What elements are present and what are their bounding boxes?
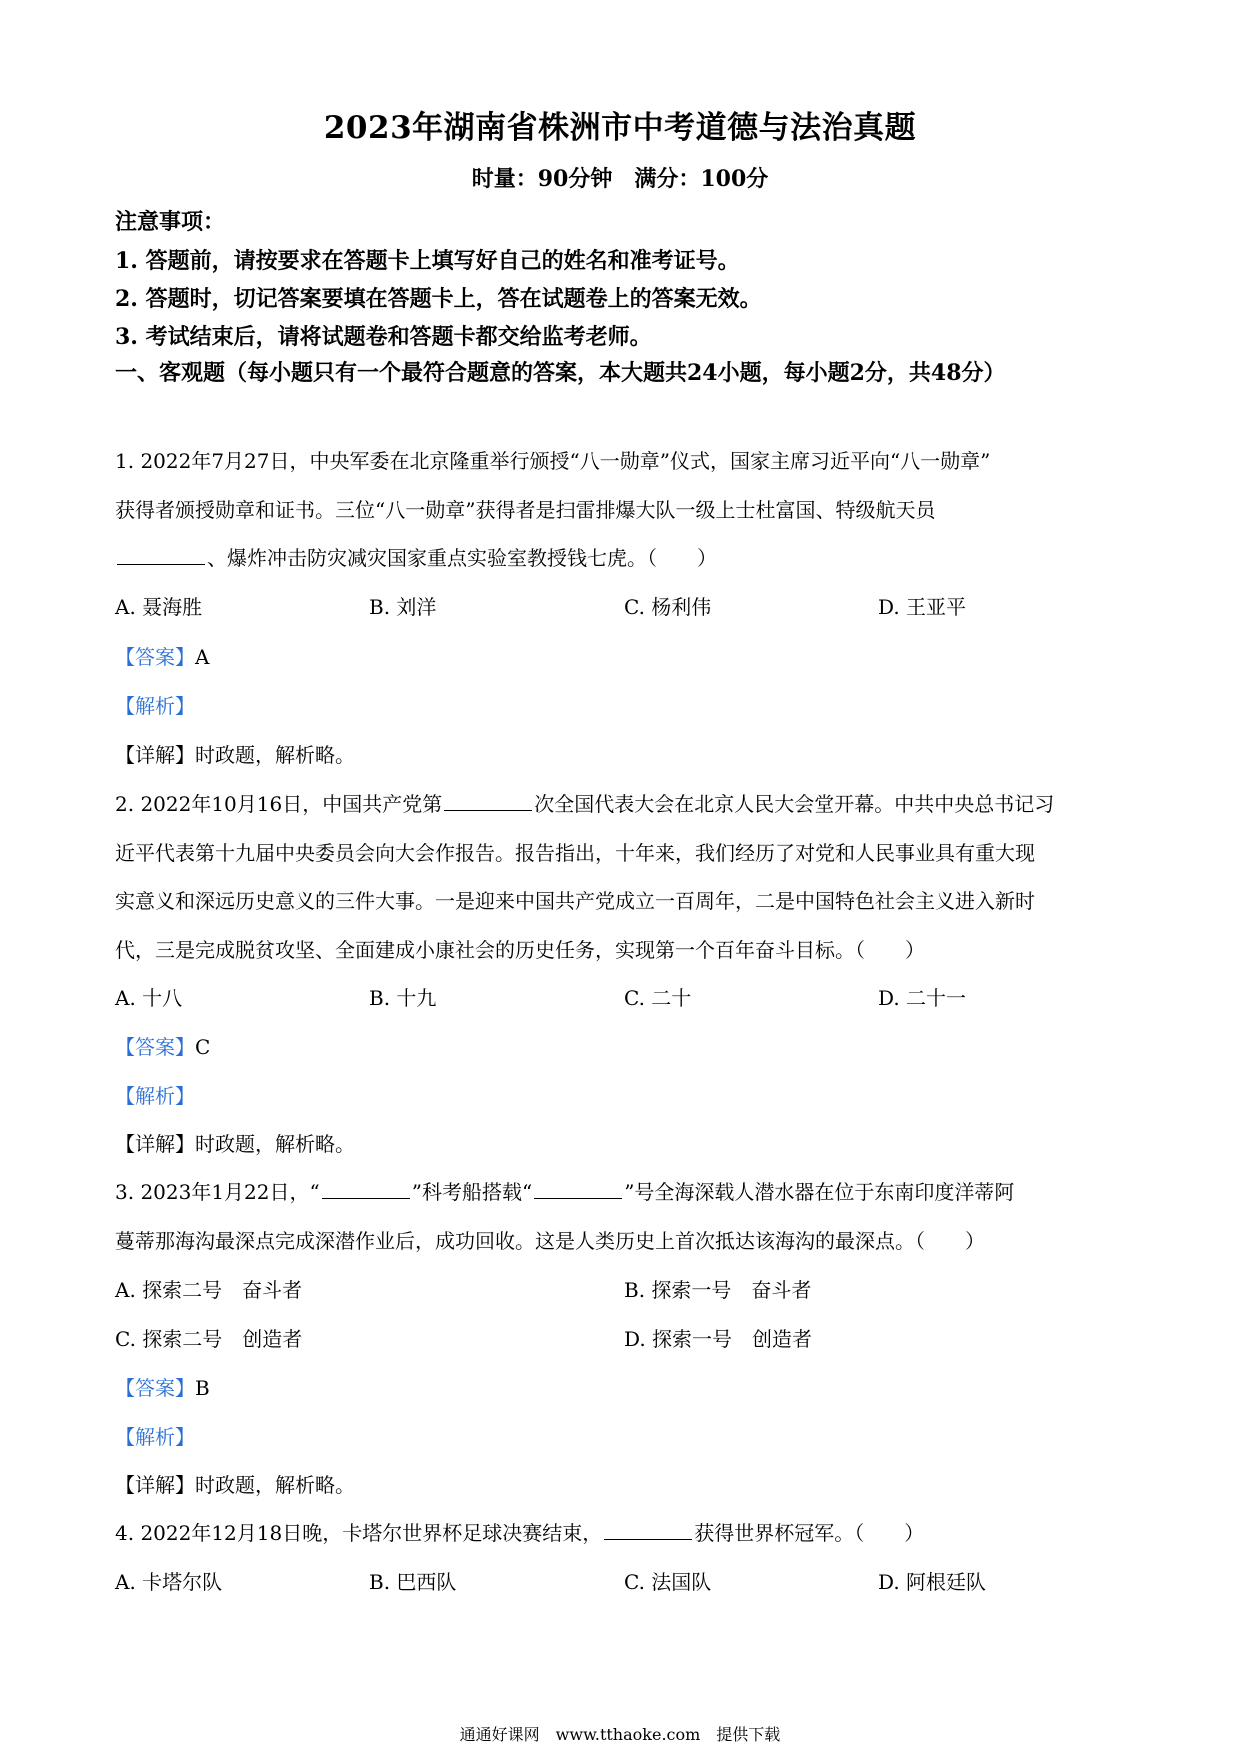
answer-label: 【答案】	[115, 645, 195, 669]
answer-value: C	[195, 1035, 211, 1059]
answer-line	[115, 1031, 210, 1060]
page-subtitle: 时量：90分钟 满分：100分	[471, 166, 769, 192]
answer-blank	[117, 548, 205, 565]
answer-line	[115, 641, 209, 670]
question-4-line: 4. 2022年12月18日晚，卡塔尔世界杯足球决赛结束， 获得世界杯冠军。（ ）	[115, 1521, 925, 1545]
option-a: A. 探索二号 奋斗者	[115, 1278, 303, 1302]
note-item: 3. 考试结束后，请将试题卷和答题卡都交给监考老师。	[115, 324, 652, 350]
detail-label: 【详解】	[115, 743, 195, 767]
notes-heading: 注意事项：	[115, 209, 226, 235]
answer-blank	[322, 1182, 410, 1199]
detail-label: 【详解】	[115, 1132, 195, 1156]
option-b: B. 巴西队	[369, 1570, 457, 1594]
answer-blank	[534, 1182, 622, 1199]
option-a: A. 十八	[115, 986, 183, 1010]
option-c: C. 二十	[624, 986, 692, 1010]
answer-value: A	[195, 645, 210, 669]
question-1-line: 、爆炸冲击防灾减灾国家重点实验室教授钱七虎。（ ）	[115, 542, 717, 571]
answer-value: B	[195, 1376, 210, 1400]
detail-label: 【详解】	[115, 1473, 195, 1497]
note-item: 1. 答题前，请按要求在答题卡上填写好自己的姓名和准考证号。	[115, 248, 740, 274]
question-1-line: 获得者颁授勋章和证书。三位“八一勋章”获得者是扫雷排爆大队一级上士杜富国、特级航天员	[115, 498, 936, 522]
question-2-line: 代，三是完成脱贫攻坚、全面建成小康社会的历史任务，实现第一个百年奋斗目标。（ ）	[115, 938, 925, 962]
option-b: B. 刘洋	[369, 595, 437, 619]
note-item: 2. 答题时，切记答案要填在答题卡上，答在试题卷上的答案无效。	[115, 286, 762, 312]
answer-blank	[604, 1523, 692, 1540]
question-2-line: 近平代表第十九届中央委员会向大会作报告。报告指出，十年来，我们经历了对党和人民事业具有重大现	[115, 841, 1035, 865]
option-d: D. 阿根廷队	[878, 1570, 987, 1594]
option-d: D. 王亚平	[878, 595, 967, 619]
answer-line	[115, 1372, 210, 1401]
question-2-line: 实意义和深远历史意义的三件大事。一是迎来中国共产党成立一百周年，二是中国特色社会主义进入新时	[115, 889, 1035, 913]
answer-label: 【答案】	[115, 1376, 195, 1400]
detail-line	[115, 739, 355, 768]
option-d: D. 二十一	[878, 986, 967, 1010]
analysis-line	[115, 1080, 195, 1109]
option-c: C. 探索二号 创造者	[115, 1327, 303, 1351]
detail-text: 时政题，解析略。	[195, 743, 355, 767]
answer-label: 【答案】	[115, 1035, 195, 1059]
option-a: A. 聂海胜	[115, 595, 203, 619]
analysis-label: 【解析】	[115, 1425, 195, 1449]
option-d: D. 探索一号 创造者	[624, 1327, 813, 1351]
question-2-line: 2. 2022年10月16日，中国共产党第 次全国代表大会在北京人民大会堂开幕。中共中央总书记习	[115, 792, 1055, 816]
question-3-line: 3. 2023年1月22日，“ ”科考船搭载“ ”号全海深载人潜水器在位于东南印度洋蒂阿	[115, 1180, 1015, 1204]
option-b: B. 十九	[369, 986, 437, 1010]
analysis-label: 【解析】	[115, 1084, 195, 1108]
analysis-line	[115, 690, 195, 719]
section-heading: 一、客观题（每小题只有一个最符合题意的答案，本大题共24小题，每小题2分，共48分）	[115, 360, 1006, 386]
option-c: C. 杨利伟	[624, 595, 712, 619]
detail-line	[115, 1128, 355, 1157]
analysis-line	[115, 1421, 195, 1450]
question-1-line: 1. 2022年7月27日，中央军委在北京隆重举行颁授“八一勋章”仪式，国家主席习近平向“八一勋章”	[115, 449, 991, 473]
question-3-line: 蔓蒂那海沟最深点完成深潜作业后，成功回收。这是人类历史上首次抵达该海沟的最深点。（ ）	[115, 1229, 985, 1253]
detail-text: 时政题，解析略。	[195, 1132, 355, 1156]
page-footer: 通通好课网 www.tthaoke.com 提供下载	[459, 1725, 781, 1744]
answer-blank	[444, 794, 532, 811]
page-title: 2023年湖南省株洲市中考道德与法治真题	[323, 110, 917, 146]
analysis-label: 【解析】	[115, 694, 195, 718]
detail-text: 时政题，解析略。	[195, 1473, 355, 1497]
option-b: B. 探索一号 奋斗者	[624, 1278, 812, 1302]
option-a: A. 卡塔尔队	[115, 1570, 223, 1594]
detail-line	[115, 1469, 355, 1498]
option-c: C. 法国队	[624, 1570, 712, 1594]
